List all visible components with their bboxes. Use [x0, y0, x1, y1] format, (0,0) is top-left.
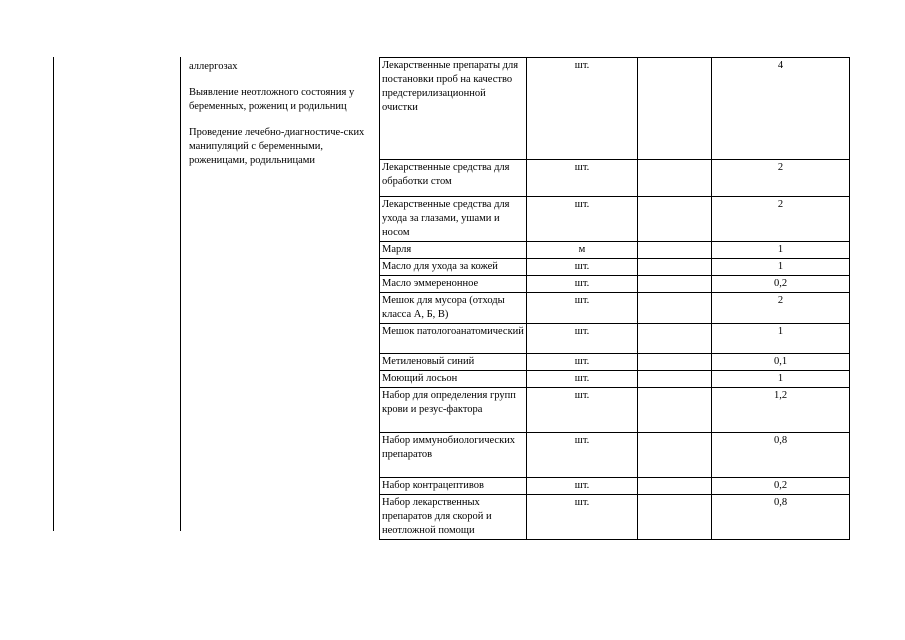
table-row — [380, 388, 850, 433]
item-name-cell: Лекарственные препараты для постановки проб на качество предстерилизационной очистки — [380, 58, 527, 160]
empty-cell — [638, 242, 712, 259]
empty-cell — [638, 371, 712, 388]
item-name-cell: Лекарственные средства для обработки стом — [380, 160, 527, 197]
unit-cell: шт. — [527, 293, 638, 324]
item-name-cell: Марля — [380, 242, 527, 259]
item-name-cell: Моющий лосьон — [380, 371, 527, 388]
empty-cell — [638, 293, 712, 324]
table-row — [380, 259, 850, 276]
unit-cell: шт. — [527, 433, 638, 478]
quantity-cell: 1 — [712, 324, 850, 354]
quantity-cell: 1,2 — [712, 388, 850, 433]
table-row — [380, 242, 850, 259]
unit-cell: шт. — [527, 324, 638, 354]
competency-text-2: Выявление неотложного состояния у беременных, рожениц и родильниц — [189, 87, 355, 112]
item-name-cell: Масло для ухода за кожей — [380, 259, 527, 276]
quantity-cell: 1 — [712, 242, 850, 259]
item-name-cell: Набор иммунобиологических препаратов — [380, 433, 527, 478]
quantity-cell: 0,8 — [712, 495, 850, 540]
unit-cell: шт. — [527, 478, 638, 495]
empty-cell — [638, 354, 712, 371]
unit-cell: шт. — [527, 197, 638, 242]
empty-cell — [638, 495, 712, 540]
quantity-cell: 0,2 — [712, 478, 850, 495]
item-name-cell: Набор для определения групп крови и резус-фактора — [380, 388, 527, 433]
column-divider-line — [180, 57, 181, 531]
item-name-cell: Мешок для мусора (отходы класса А, Б, В) — [380, 293, 527, 324]
table-row — [380, 354, 850, 371]
table-row — [380, 197, 850, 242]
empty-cell — [638, 276, 712, 293]
empty-cell — [638, 259, 712, 276]
equipment-table — [379, 57, 850, 540]
table-row — [380, 371, 850, 388]
unit-cell: шт. — [527, 160, 638, 197]
quantity-cell: 2 — [712, 160, 850, 197]
table-row — [380, 58, 850, 160]
unit-cell: шт. — [527, 259, 638, 276]
item-name-cell: Мешок патологоанатомический — [380, 324, 527, 354]
item-name-cell: Набор лекарственных препаратов для скорой и неотложной помощи — [380, 495, 527, 540]
competency-text-3: Проведение лечебно-диагностиче-ских манипуляций с беременными, роженицами, родильницами — [189, 127, 365, 166]
quantity-cell: 1 — [712, 259, 850, 276]
unit-cell: шт. — [527, 276, 638, 293]
unit-cell: шт. — [527, 388, 638, 433]
table-row — [380, 324, 850, 354]
quantity-cell: 0,2 — [712, 276, 850, 293]
quantity-cell: 1 — [712, 371, 850, 388]
item-name-cell: Метиленовый синий — [380, 354, 527, 371]
table-row — [380, 276, 850, 293]
empty-cell — [638, 324, 712, 354]
table-row — [380, 160, 850, 197]
item-name-cell: Масло эммеренонное — [380, 276, 527, 293]
table-row — [380, 495, 850, 540]
quantity-cell: 4 — [712, 58, 850, 160]
quantity-cell: 2 — [712, 197, 850, 242]
empty-cell — [638, 58, 712, 160]
empty-cell — [638, 433, 712, 478]
quantity-cell: 0,8 — [712, 433, 850, 478]
table-row — [380, 433, 850, 478]
quantity-cell: 0,1 — [712, 354, 850, 371]
table-row — [380, 478, 850, 495]
item-name-cell: Набор контрацептивов — [380, 478, 527, 495]
empty-cell — [638, 388, 712, 433]
empty-cell — [638, 478, 712, 495]
competency-column — [189, 60, 377, 180]
unit-cell: шт. — [527, 354, 638, 371]
table-row — [380, 293, 850, 324]
unit-cell: м — [527, 242, 638, 259]
unit-cell: шт. — [527, 58, 638, 160]
equipment-table-body — [380, 58, 850, 540]
unit-cell: шт. — [527, 495, 638, 540]
unit-cell: шт. — [527, 371, 638, 388]
item-name-cell: Лекарственные средства для ухода за глазами, ушами и носом — [380, 197, 527, 242]
empty-cell — [638, 160, 712, 197]
empty-cell — [638, 197, 712, 242]
competency-text-1: аллергозах — [189, 61, 238, 72]
left-border-line — [53, 57, 54, 531]
quantity-cell: 2 — [712, 293, 850, 324]
